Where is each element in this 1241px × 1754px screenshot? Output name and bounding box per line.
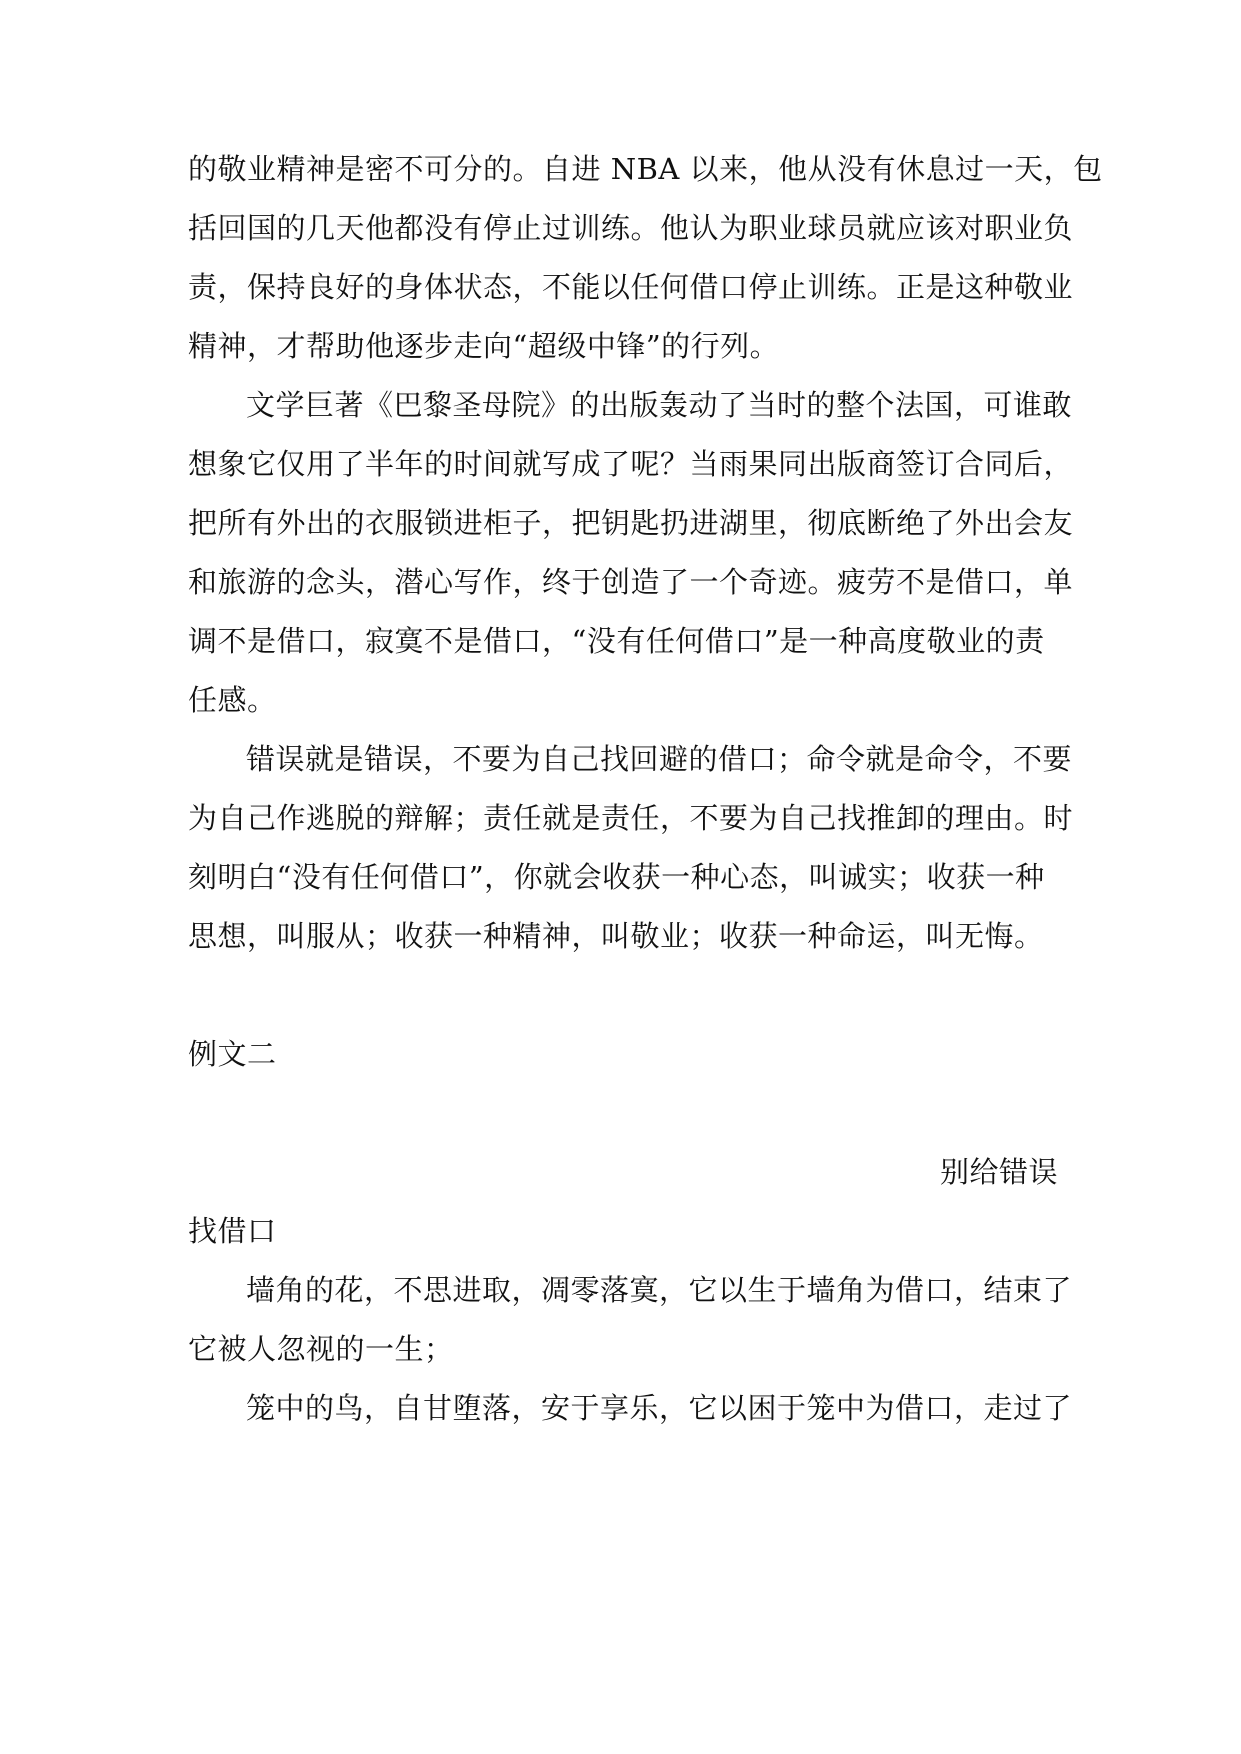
- paragraph-1-line-2: 括回国的几天他都没有停止过训练。他认为职业球员就应该对职业负: [188, 211, 1074, 245]
- paragraph-3-line-4: 思想，叫服从；收获一种精神，叫敬业；收获一种命运，叫无悔。: [188, 919, 1044, 953]
- paragraph-3-line-1: 错误就是错误，不要为自己找回避的借口；命令就是命令，不要: [246, 742, 1073, 776]
- paragraph-3-line-3: 刻明白“没有任何借口”，你就会收获一种心态，叫诚实；收获一种: [188, 860, 1045, 894]
- paragraph-2-line-3: 把所有外出的衣服锁进柜子，把钥匙扔进湖里，彻底断绝了外出会友: [188, 506, 1074, 540]
- essay-title-part-1: 别给错误: [939, 1155, 1058, 1189]
- paragraph-1-line-3: 责，保持良好的身体状态，不能以任何借口停止训练。正是这种敬业: [188, 270, 1074, 304]
- paragraph-1-line-4: 精神，才帮助他逐步走向“超级中锋”的行列。: [188, 329, 780, 363]
- paragraph-2-line-6: 任感。: [188, 683, 277, 717]
- essay-paragraph-1-line-1: 墙角的花，不思进取，凋零落寞，它以生于墙角为借口，结束了: [246, 1273, 1073, 1307]
- essay-paragraph-2-line-1: 笼中的鸟，自甘堕落，安于享乐，它以困于笼中为借口，走过了: [246, 1391, 1073, 1425]
- paragraph-3-line-2: 为自己作逃脱的辩解；责任就是责任，不要为自己找推卸的理由。时: [188, 801, 1074, 835]
- paragraph-2-line-2: 想象它仅用了半年的时间就写成了呢？当雨果同出版商签订合同后，: [188, 447, 1074, 481]
- example-heading: 例文二: [188, 1037, 277, 1071]
- essay-paragraph-1-line-2: 它被人忽视的一生；: [188, 1332, 454, 1366]
- essay-title-part-2: 找借口: [188, 1214, 277, 1248]
- paragraph-1-line-1: 的敬业精神是密不可分的。自进 NBA 以来，他从没有休息过一天，包: [188, 152, 1103, 186]
- paragraph-2-line-5: 调不是借口，寂寞不是借口，“没有任何借口”是一种高度敬业的责: [188, 624, 1045, 658]
- paragraph-2-line-1: 文学巨著《巴黎圣母院》的出版轰动了当时的整个法国，可谁敢: [246, 388, 1073, 422]
- paragraph-2-line-4: 和旅游的念头，潜心写作，终于创造了一个奇迹。疲劳不是借口，单: [188, 565, 1074, 599]
